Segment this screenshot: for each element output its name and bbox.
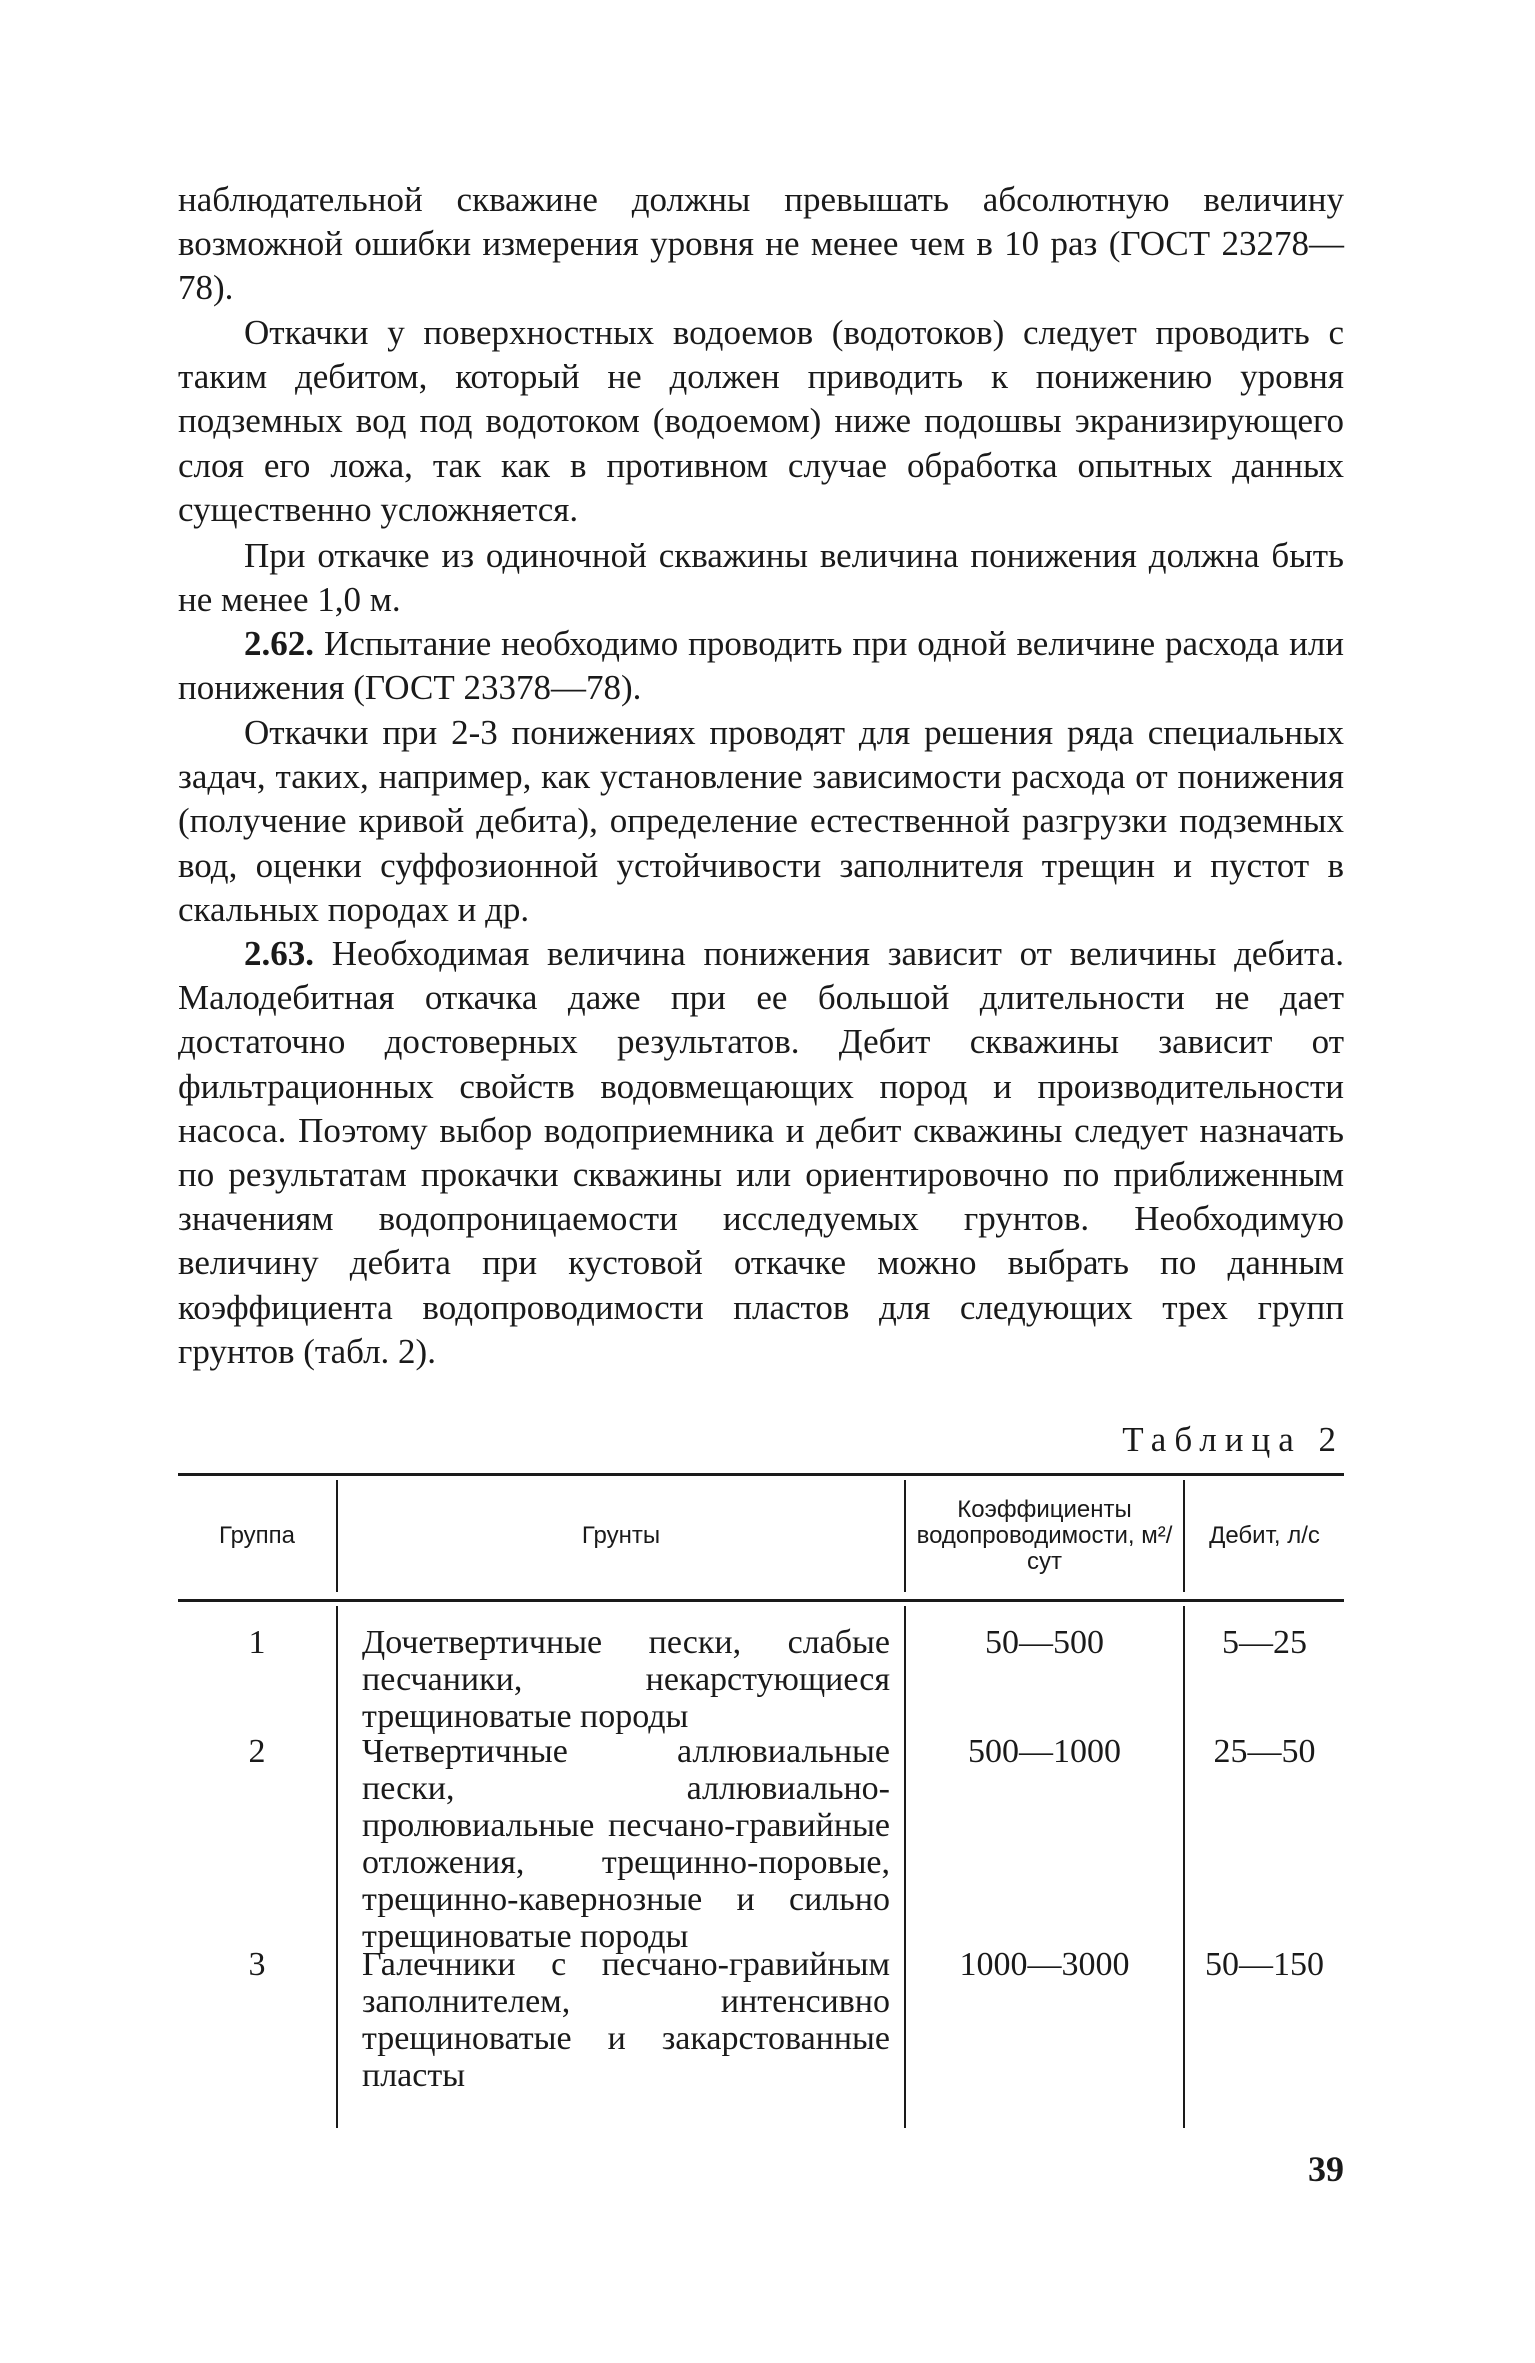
row-1-debit: 5—25 xyxy=(1222,1624,1307,1661)
row-2-group: 2 xyxy=(248,1733,266,1770)
row-3-soils: Галечники с песчано-гравийным заполнителем, интенсивно трещиноватые и закарстованные пласты xyxy=(362,1946,890,2094)
row-3-transmissivity: 1000—3000 xyxy=(959,1946,1130,1983)
header-debit: Дебит, л/с xyxy=(1209,1522,1320,1549)
header-transmissivity: Коэффициенты водопроводимости, м²/сут xyxy=(916,1496,1173,1575)
row-3-group: 3 xyxy=(248,1946,266,1983)
paragraph-text: При откачке из одиночной скважины величина понижения должна быть не менее 1,0 м. xyxy=(178,536,1344,620)
paragraph-2-62 xyxy=(178,622,1344,710)
header-group: Группа xyxy=(218,1522,296,1549)
paragraph-2-63 xyxy=(178,932,1344,1374)
table-top-rule xyxy=(178,1473,1344,1476)
paragraph-surface-water-pumping xyxy=(178,311,1344,532)
paragraph-text: Необходимая величина понижения зависит от величины дебита. Малодебитная откачка даже при ее большой длительности не дает достаточно достоверных результатов. Дебит скважины зависит от фильтрационных свойств водовмещающих пород и производительности насоса. Поэтому выбор водоприемника и дебит скважины следует назначать по результатам прокачки скважины или ориентировочно по приближенным значениям водопроницаемости исследуемых грунтов. Необходимую величину дебита при кустовой откачке можно выбрать по данным коэффициента водопроводимости пластов для следующих трех групп грунтов (табл. 2). xyxy=(178,934,1345,1371)
row-2-debit: 25—50 xyxy=(1213,1733,1316,1770)
paragraph-text: Откачки при 2-3 понижениях проводят для решения ряда специальных задач, таких, например, как установление зависимости расхода от понижения (получение кривой дебита), определение естественной разгрузки подземных вод, оценки суффозионной устойчивости заполнителя трещин и пустот в скальных породах и др. xyxy=(178,713,1344,929)
paragraph-text: Испытание необходимо проводить при одной величине расхода или понижения (ГОСТ 23378—78). xyxy=(178,624,1345,708)
table-header-rule xyxy=(178,1599,1344,1602)
row-3-debit: 50—150 xyxy=(1205,1946,1324,1983)
table-title: Таблица 2 xyxy=(1122,1420,1344,1459)
section-number: 2.62. xyxy=(244,624,314,663)
section-number: 2.63. xyxy=(244,934,314,973)
paragraph-text: Откачки у поверхностных водоемов (водотоков) следует проводить с таким дебитом, который не должен приводить к понижению уровня подземных вод под водотоком (водоемом) ниже подошвы экранизирующего слоя его ложа, так как в противном случае обработка опытных данных существенно усложняется. xyxy=(178,313,1344,529)
page-number: 39 xyxy=(1308,2149,1344,2189)
row-2-soils: Четвертичные аллювиальные пески, аллювиально-пролювиальные песчано-гравийные отложения, трещинно-поровые, трещинно-кавернозные и сильно трещиноватые породы xyxy=(362,1733,890,1955)
row-1-group: 1 xyxy=(248,1624,266,1661)
row-1-soils: Дочетвертичные пески, слабые песчаники, некарстующиеся трещиноватые породы xyxy=(362,1624,890,1735)
paragraph-multiple-drawdowns xyxy=(178,711,1344,932)
column-divider xyxy=(336,1606,338,2128)
column-divider xyxy=(904,1606,906,2128)
column-divider xyxy=(1183,1606,1185,2128)
paragraph-observation-well: наблюдательной скважине должны превышать абсолютную величину возможной ошибки измерения уровня не менее чем в 10 раз (ГОСТ 23278—78). xyxy=(178,180,1344,308)
row-2-transmissivity: 500—1000 xyxy=(968,1733,1121,1770)
row-1-transmissivity: 50—500 xyxy=(985,1624,1104,1661)
header-soils: Грунты xyxy=(581,1522,661,1549)
paragraph-single-well-drawdown xyxy=(178,534,1344,622)
